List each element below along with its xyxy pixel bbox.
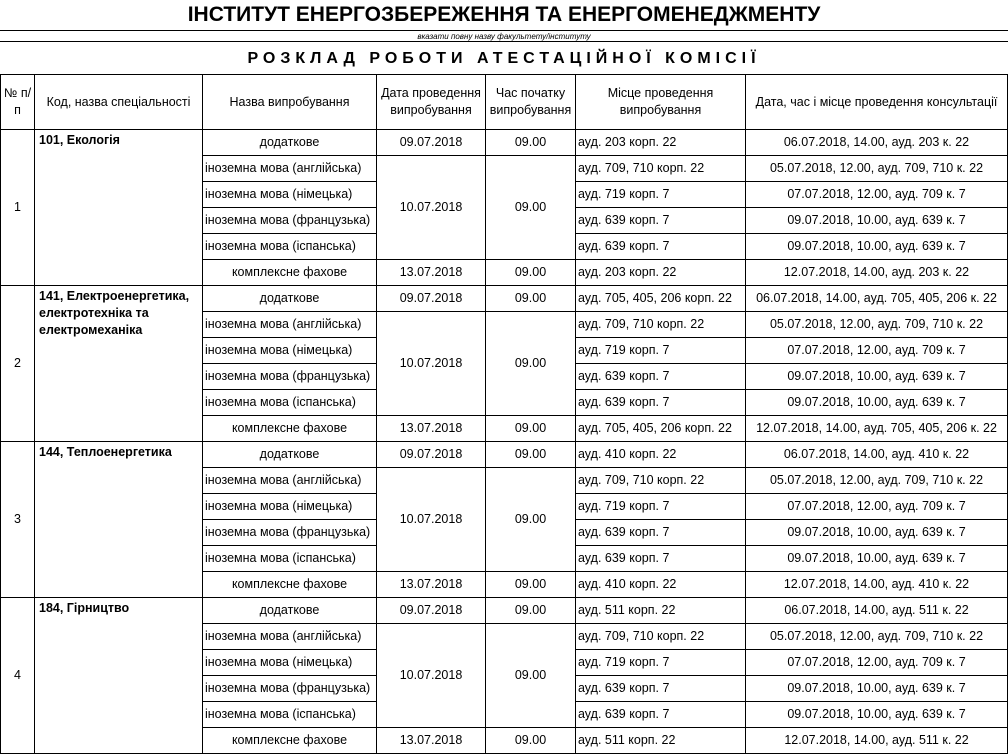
test-time: 09.00 — [486, 572, 576, 598]
test-date: 09.07.2018 — [377, 130, 486, 156]
test-place: ауд. 639 корп. 7 — [576, 676, 746, 702]
specialty-name: 184, Гірництво — [35, 598, 203, 754]
consultation-info: 05.07.2018, 12.00, ауд. 709, 710 к. 22 — [746, 156, 1008, 182]
consultation-info: 07.07.2018, 12.00, ауд. 709 к. 7 — [746, 650, 1008, 676]
test-place: ауд. 709, 710 корп. 22 — [576, 468, 746, 494]
specialty-name: 144, Теплоенергетика — [35, 442, 203, 598]
test-date: 13.07.2018 — [377, 260, 486, 286]
test-place: ауд. 705, 405, 206 корп. 22 — [576, 286, 746, 312]
test-date: 09.07.2018 — [377, 442, 486, 468]
test-name: додаткове — [203, 442, 377, 468]
test-date: 09.07.2018 — [377, 598, 486, 624]
schedule-table — [0, 74, 1008, 754]
consultation-info: 09.07.2018, 10.00, ауд. 639 к. 7 — [746, 208, 1008, 234]
header-place: Місце проведення випробування — [576, 75, 746, 130]
test-place: ауд. 639 корп. 7 — [576, 702, 746, 728]
test-name: іноземна мова (німецька) — [203, 338, 377, 364]
test-place: ауд. 639 корп. 7 — [576, 234, 746, 260]
title-note: вказати повну назву факультету/інституту — [0, 30, 1008, 42]
consultation-info: 09.07.2018, 10.00, ауд. 639 к. 7 — [746, 390, 1008, 416]
row-number: 4 — [1, 598, 35, 754]
test-name: додаткове — [203, 598, 377, 624]
test-name: іноземна мова (німецька) — [203, 650, 377, 676]
test-name: іноземна мова (іспанська) — [203, 702, 377, 728]
header-test: Назва випробування — [203, 75, 377, 130]
row-number: 2 — [1, 286, 35, 442]
consultation-info: 12.07.2018, 14.00, ауд. 203 к. 22 — [746, 260, 1008, 286]
consultation-info: 06.07.2018, 14.00, ауд. 203 к. 22 — [746, 130, 1008, 156]
test-time: 09.00 — [486, 416, 576, 442]
test-name: іноземна мова (французька) — [203, 208, 377, 234]
consultation-info: 09.07.2018, 10.00, ауд. 639 к. 7 — [746, 676, 1008, 702]
test-date: 13.07.2018 — [377, 728, 486, 754]
header-row — [1, 75, 1008, 130]
test-place: ауд. 639 корп. 7 — [576, 364, 746, 390]
consultation-info: 05.07.2018, 12.00, ауд. 709, 710 к. 22 — [746, 312, 1008, 338]
test-name: іноземна мова (німецька) — [203, 182, 377, 208]
consultation-info: 07.07.2018, 12.00, ауд. 709 к. 7 — [746, 182, 1008, 208]
table-row — [1, 442, 1008, 468]
header-time: Час початку випробування — [486, 75, 576, 130]
test-date: 10.07.2018 — [377, 624, 486, 728]
test-place: ауд. 639 корп. 7 — [576, 390, 746, 416]
test-place: ауд. 719 корп. 7 — [576, 494, 746, 520]
consultation-info: 09.07.2018, 10.00, ауд. 639 к. 7 — [746, 702, 1008, 728]
test-place: ауд. 709, 710 корп. 22 — [576, 312, 746, 338]
test-name: іноземна мова (французька) — [203, 520, 377, 546]
test-name: комплексне фахове — [203, 572, 377, 598]
consultation-info: 09.07.2018, 10.00, ауд. 639 к. 7 — [746, 364, 1008, 390]
row-number: 1 — [1, 130, 35, 286]
test-name: комплексне фахове — [203, 260, 377, 286]
test-date: 09.07.2018 — [377, 286, 486, 312]
test-date: 13.07.2018 — [377, 416, 486, 442]
test-place: ауд. 410 корп. 22 — [576, 572, 746, 598]
test-name: іноземна мова (англійська) — [203, 312, 377, 338]
test-date: 10.07.2018 — [377, 156, 486, 260]
test-time: 09.00 — [486, 130, 576, 156]
consultation-info: 09.07.2018, 10.00, ауд. 639 к. 7 — [746, 546, 1008, 572]
test-name: іноземна мова (французька) — [203, 676, 377, 702]
test-name: іноземна мова (іспанська) — [203, 546, 377, 572]
test-time: 09.00 — [486, 624, 576, 728]
test-place: ауд. 639 корп. 7 — [576, 208, 746, 234]
test-place: ауд. 511 корп. 22 — [576, 598, 746, 624]
test-name: додаткове — [203, 286, 377, 312]
test-name: іноземна мова (англійська) — [203, 624, 377, 650]
header-date: Дата проведення випробування — [377, 75, 486, 130]
specialty-name: 141, Електроенергетика, електротехніка та електромеханіка — [35, 286, 203, 442]
test-name: комплексне фахове — [203, 728, 377, 754]
test-date: 10.07.2018 — [377, 312, 486, 416]
test-time: 09.00 — [486, 468, 576, 572]
consultation-info: 05.07.2018, 12.00, ауд. 709, 710 к. 22 — [746, 624, 1008, 650]
test-place: ауд. 719 корп. 7 — [576, 182, 746, 208]
table-row — [1, 598, 1008, 624]
consultation-info: 06.07.2018, 14.00, ауд. 410 к. 22 — [746, 442, 1008, 468]
test-place: ауд. 203 корп. 22 — [576, 260, 746, 286]
test-name: іноземна мова (іспанська) — [203, 234, 377, 260]
test-time: 09.00 — [486, 156, 576, 260]
header-consult: Дата, час і місце проведення консультації — [746, 75, 1008, 130]
consultation-info: 12.07.2018, 14.00, ауд. 705, 405, 206 к. 22 — [746, 416, 1008, 442]
schedule-title: РОЗКЛАД РОБОТИ АТЕСТАЦІЙНОЇ КОМІСІЇ — [247, 50, 761, 67]
consultation-info: 12.07.2018, 14.00, ауд. 511 к. 22 — [746, 728, 1008, 754]
test-date: 13.07.2018 — [377, 572, 486, 598]
test-time: 09.00 — [486, 728, 576, 754]
consultation-info: 06.07.2018, 14.00, ауд. 511 к. 22 — [746, 598, 1008, 624]
consultation-info: 09.07.2018, 10.00, ауд. 639 к. 7 — [746, 234, 1008, 260]
test-name: комплексне фахове — [203, 416, 377, 442]
test-name: іноземна мова (англійська) — [203, 156, 377, 182]
consultation-info: 06.07.2018, 14.00, ауд. 705, 405, 206 к. 22 — [746, 286, 1008, 312]
test-name: іноземна мова (англійська) — [203, 468, 377, 494]
institute-title: ІНСТИТУТ ЕНЕРГОЗБЕРЕЖЕННЯ ТА ЕНЕРГОМЕНЕДЖМЕНТУ — [187, 3, 821, 26]
test-date: 10.07.2018 — [377, 468, 486, 572]
consultation-info: 09.07.2018, 10.00, ауд. 639 к. 7 — [746, 520, 1008, 546]
schedule-body — [1, 130, 1008, 754]
specialty-name: 101, Екологія — [35, 130, 203, 286]
test-place: ауд. 705, 405, 206 корп. 22 — [576, 416, 746, 442]
header-num: № п/п — [1, 75, 35, 130]
test-name: іноземна мова (французька) — [203, 364, 377, 390]
row-number: 3 — [1, 442, 35, 598]
table-row — [1, 130, 1008, 156]
header-spec: Код, назва спеціальності — [35, 75, 203, 130]
test-time: 09.00 — [486, 286, 576, 312]
consultation-info: 07.07.2018, 12.00, ауд. 709 к. 7 — [746, 494, 1008, 520]
test-name: додаткове — [203, 130, 377, 156]
test-place: ауд. 719 корп. 7 — [576, 650, 746, 676]
test-place: ауд. 719 корп. 7 — [576, 338, 746, 364]
consultation-info: 12.07.2018, 14.00, ауд. 410 к. 22 — [746, 572, 1008, 598]
test-place: ауд. 709, 710 корп. 22 — [576, 624, 746, 650]
test-time: 09.00 — [486, 442, 576, 468]
test-time: 09.00 — [486, 312, 576, 416]
test-name: іноземна мова (німецька) — [203, 494, 377, 520]
consultation-info: 05.07.2018, 12.00, ауд. 709, 710 к. 22 — [746, 468, 1008, 494]
test-place: ауд. 511 корп. 22 — [576, 728, 746, 754]
consultation-info: 07.07.2018, 12.00, ауд. 709 к. 7 — [746, 338, 1008, 364]
test-time: 09.00 — [486, 260, 576, 286]
test-place: ауд. 639 корп. 7 — [576, 520, 746, 546]
test-place: ауд. 410 корп. 22 — [576, 442, 746, 468]
test-name: іноземна мова (іспанська) — [203, 390, 377, 416]
table-row — [1, 286, 1008, 312]
test-place: ауд. 639 корп. 7 — [576, 546, 746, 572]
test-place: ауд. 709, 710 корп. 22 — [576, 156, 746, 182]
test-place: ауд. 203 корп. 22 — [576, 130, 746, 156]
test-time: 09.00 — [486, 598, 576, 624]
